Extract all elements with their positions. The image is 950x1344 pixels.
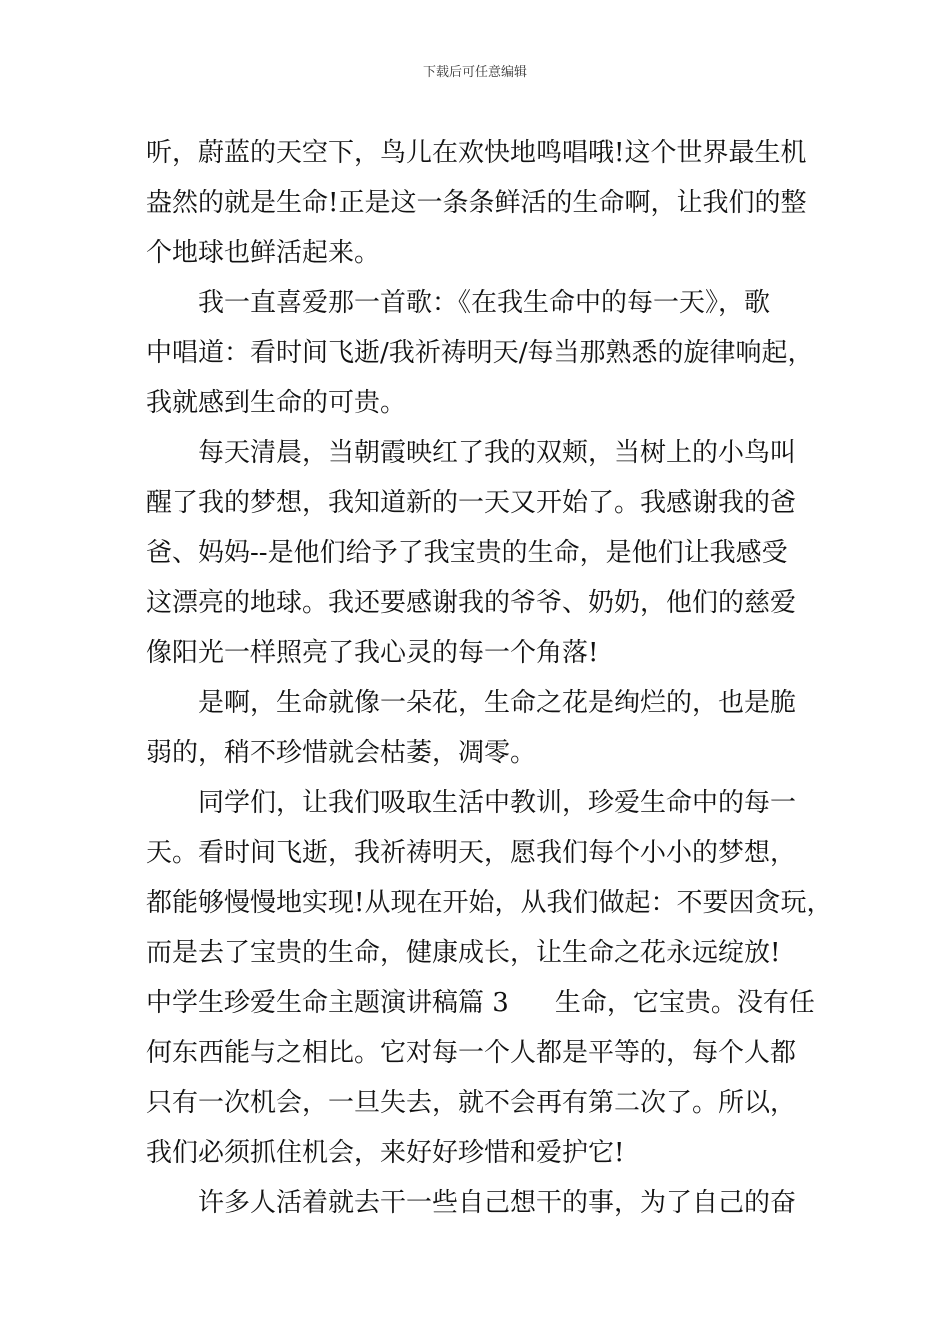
text-line: 醒了我的梦想，我知道新的一天又开始了。我感谢我的爸 bbox=[146, 488, 797, 518]
text-line: 中唱道：看时间飞逝/我祈祷明天/每当那熟悉的旋律响起， bbox=[146, 338, 814, 368]
text-line: 天。看时间飞逝，我祈祷明天，愿我们每个小小的梦想， bbox=[146, 838, 797, 868]
paragraph-start-line: 我一直喜爱那一首歌：《在我生命中的每一天》，歌 bbox=[198, 288, 771, 318]
section-title: 中学生珍爱生命主题演讲稿篇 3 bbox=[146, 988, 509, 1018]
text-line: 爸、妈妈--是他们给予了我宝贵的生命，是他们让我感受 bbox=[146, 538, 788, 568]
document-body bbox=[146, 128, 833, 1228]
text-line: 只有一次机会，一旦失去，就不会再有第二次了。所以， bbox=[146, 1088, 797, 1118]
text-line: 这漂亮的地球。我还要感谢我的爷爷、奶奶，他们的慈爱 bbox=[146, 588, 797, 618]
text-line: 而是去了宝贵的生命，健康成长，让生命之花永远绽放! bbox=[146, 938, 781, 968]
text-line: 我们必须抓住机会，来好好珍惜和爱护它! bbox=[146, 1138, 625, 1168]
page-header-note: 下载后可任意编辑 bbox=[422, 65, 527, 80]
text-line: 盎然的就是生命!正是这一条条鲜活的生命啊，让我们的整 bbox=[146, 188, 807, 218]
paragraph-start-line: 是啊，生命就像一朵花，生命之花是绚烂的，也是脆 bbox=[198, 688, 797, 718]
text-line: 我就感到生命的可贵。 bbox=[146, 388, 407, 418]
text-line: 个地球也鲜活起来。 bbox=[146, 238, 381, 268]
section-title-line bbox=[146, 978, 826, 1028]
text-line: 弱的，稍不珍惜就会枯萎，凋零。 bbox=[146, 738, 537, 768]
text-line: 像阳光一样照亮了我心灵的每一个角落! bbox=[146, 638, 599, 668]
text-line: 生命，它宝贵。没有任 bbox=[554, 988, 815, 1018]
text-line: 都能够慢慢地实现!从现在开始，从我们做起：不要因贪玩， bbox=[146, 888, 833, 918]
paragraph-start-line: 许多人活着就去干一些自己想干的事，为了自己的奋 bbox=[198, 1188, 797, 1218]
text-line: 何东西能与之相比。它对每一个人都是平等的，每个人都 bbox=[146, 1038, 797, 1068]
paragraph-start-line: 每天清晨，当朝霞映红了我的双颊，当树上的小鸟叫 bbox=[198, 438, 797, 468]
text-line: 听，蔚蓝的天空下，鸟儿在欢快地鸣唱哦!这个世界最生机 bbox=[146, 138, 807, 168]
paragraph-start-line: 同学们，让我们吸取生活中教训，珍爱生命中的每一 bbox=[198, 788, 797, 818]
